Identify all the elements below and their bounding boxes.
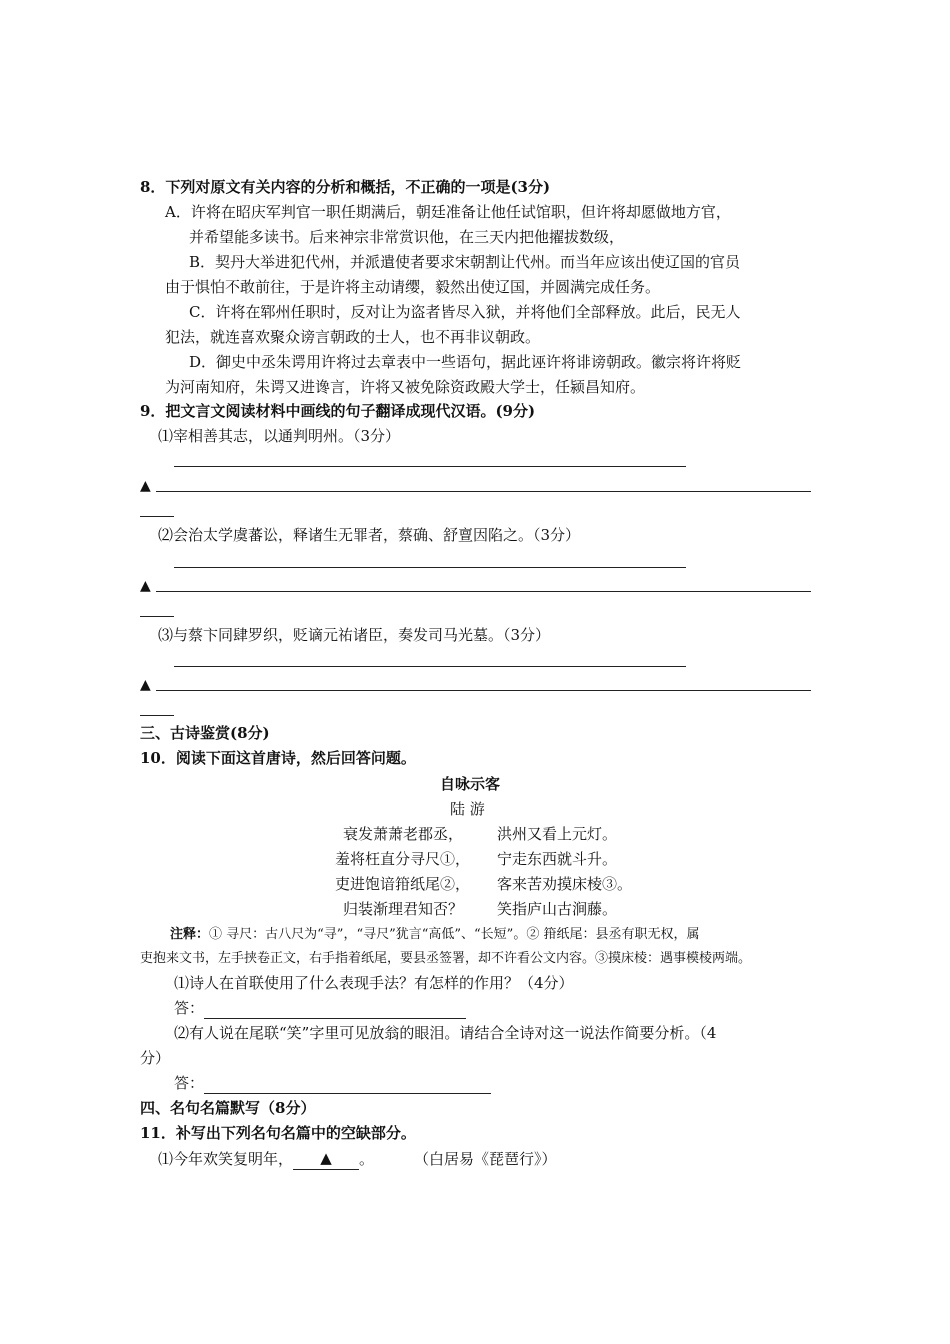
q11-item-1-source: （白居易《琵琶行》）	[414, 1150, 557, 1168]
q10-subquestion-2: ⑵有人说在尾联“笑”字里可见放翁的眼泪。请结合全诗对这一说法作简要分析。（4	[174, 1024, 717, 1042]
q9-answer-line-3c[interactable]	[140, 715, 174, 716]
poem-line-2b: 宁走东西就斗升。	[497, 850, 618, 868]
q9-title: 9．把文言文阅读材料中画线的句子翻译成现代汉语。(9分)	[140, 402, 536, 420]
q11-item-1-end: 。	[359, 1150, 375, 1168]
q10-answer-blank-1[interactable]	[204, 1000, 466, 1019]
poem-line-4b: 笑指庐山古涧藤。	[497, 900, 618, 918]
q9-answer-line-3b[interactable]	[156, 690, 811, 691]
q8-option-d-line2: 为河南知府，朱谔又进谗言，许将又被免除资政殿大学士，任颍昌知府。	[165, 378, 646, 396]
q8-option-b-line2: 由于惧怕不敢前往，于是许将主动请缨，毅然出使辽国，并圆满完成任务。	[165, 278, 661, 296]
poem-author: 陆 游	[450, 800, 485, 818]
q11-title: 11．补写出下列名句名篇中的空缺部分。	[140, 1124, 416, 1142]
poem-line-2a: 羞将枉直分寻尺①，	[335, 850, 471, 868]
q9-marker-2: ▲	[140, 578, 151, 594]
notes-text-1: ① 寻尺：古八尺为“寻”，“寻尺”犹言“高低”、“长短”。② 箝纸尾：县丞有职无权，属	[209, 927, 700, 942]
q11-item-1-blank[interactable]: ▲	[293, 1147, 359, 1170]
poem-notes-line1	[170, 924, 699, 946]
poem-notes-line2: 吏抱来文书，左手挟卷正文，右手指着纸尾，要县丞签署，却不许看公文内容。③摸床棱：遇事模棱两端。	[140, 951, 752, 966]
section-4-title: 四、名句名篇默写（8分）	[140, 1099, 316, 1117]
q10-answer-2	[174, 1072, 491, 1094]
answer-label-2: 答：	[174, 1074, 205, 1092]
q8-option-c-line1: C．许将在郓州任职时，反对让为盗者皆尽入狱，并将他们全部释放。此后，民无人	[189, 303, 741, 321]
q8-option-d-line1: D．御史中丞朱谔用许将过去章表中一些语句，据此诬许将诽谤朝政。徽宗将许将贬	[189, 353, 742, 371]
q8-option-a-line2: 并希望能多读书。后来神宗非常赏识他，在三天内把他擢拔数级，	[189, 228, 625, 246]
q10-answer-1	[174, 997, 466, 1019]
q9-answer-line-3a[interactable]	[174, 666, 686, 667]
q11-item-1-text: ⑴今年欢笑复明年，	[158, 1150, 294, 1168]
q10-subquestion-2-cont: 分）	[140, 1049, 171, 1067]
poem-line-1a: 衰发萧萧老郡丞，	[343, 825, 464, 843]
notes-label: 注释：	[170, 927, 210, 942]
q11-item-1	[158, 1147, 557, 1170]
poem-title: 自咏示客	[440, 775, 501, 793]
q9-sentence-2: ⑵会治太学虞蕃讼，释诸生无罪者，蔡确、舒亶因陷之。（3分）	[158, 526, 581, 544]
answer-label-1: 答：	[174, 999, 205, 1017]
q10-answer-blank-2[interactable]	[204, 1075, 491, 1094]
q8-option-b-line1: B．契丹大举进犯代州，并派遣使者要求宋朝割让代州。而当年应该出使辽国的官员	[189, 253, 741, 271]
poem-line-1b: 洪州又看上元灯。	[497, 825, 618, 843]
q8-option-c-line2: 犯法，就连喜欢聚众谤言朝政的士人，也不再非议朝政。	[165, 328, 541, 346]
q8-option-a-line1: A．许将在昭庆军判官一职任期满后，朝廷准备让他任试馆职，但许将却愿做地方官，	[165, 203, 731, 221]
section-3-title: 三、古诗鉴赏(8分)	[140, 724, 270, 742]
q9-answer-line-2c[interactable]	[140, 616, 174, 617]
poem-line-3a: 吏进饱谙箝纸尾②，	[335, 875, 471, 893]
q10-subquestion-1: ⑴诗人在首联使用了什么表现手法？有怎样的作用？（4分）	[174, 974, 574, 992]
q9-sentence-3: ⑶与蔡卞同肆罗织，贬谪元祐诸臣，奏发司马光墓。（3分）	[158, 626, 551, 644]
q9-answer-line-1b[interactable]	[156, 491, 811, 492]
q8-title: 8．下列对原文有关内容的分析和概括，不正确的一项是(3分)	[140, 178, 551, 196]
q9-answer-line-2a[interactable]	[174, 567, 686, 568]
q9-sentence-1: ⑴宰相善其志，以通判明州。（3分）	[158, 427, 401, 445]
q9-answer-line-1c[interactable]	[140, 516, 174, 517]
poem-line-4a: 归装渐理君知否？	[343, 900, 464, 918]
q10-title: 10．阅读下面这首唐诗，然后回答问题。	[140, 749, 416, 767]
q9-marker-1: ▲	[140, 478, 151, 494]
q9-answer-line-1a[interactable]	[174, 466, 686, 467]
q9-answer-line-2b[interactable]	[156, 591, 811, 592]
q9-marker-3: ▲	[140, 677, 151, 693]
poem-line-3b: 客来苦劝摸床棱③。	[497, 875, 633, 893]
